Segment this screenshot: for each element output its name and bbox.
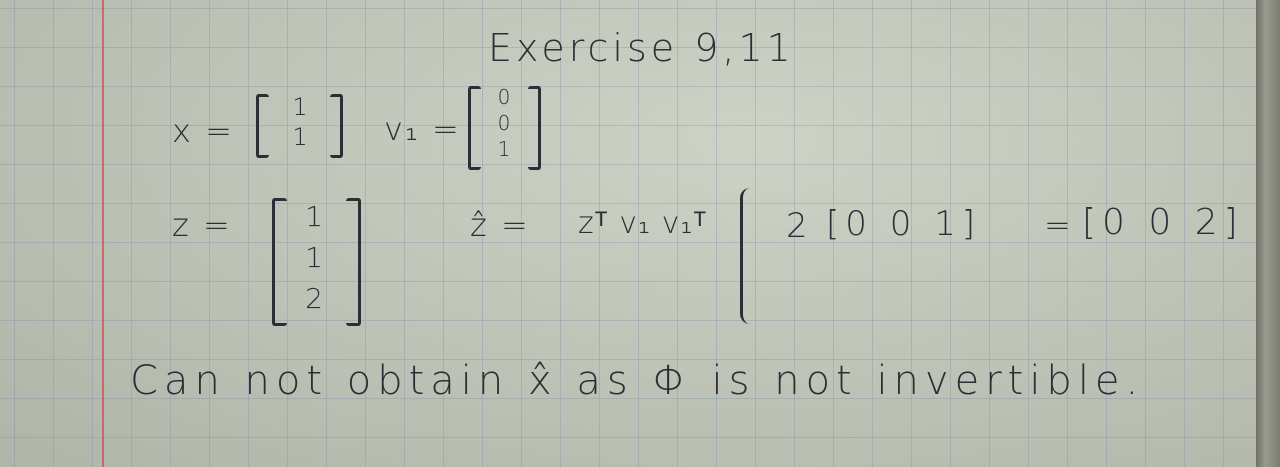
v1-vector-left-bracket [468,86,481,170]
margin-line [102,0,104,467]
z-vector [294,196,334,319]
x-vector-left-bracket [256,94,269,158]
projection-product: zᵀ v₁ v₁ᵀ [578,206,708,241]
v1-vector-right-bracket [528,86,541,170]
v1-vector-entry: 0 [497,85,511,109]
x-vector-entry: 1 [292,93,308,121]
x-vector-right-bracket [330,94,343,158]
v1-vector [486,84,522,162]
v1-label: v₁ = [384,110,461,148]
page-edge [1256,0,1280,467]
zhat-label: ẑ = [470,206,530,244]
z-label: z = [172,206,232,244]
z-vector-entry: 2 [305,282,323,315]
exercise-title: Exercise 9,11 [488,26,795,70]
scalar-value: 2 [786,206,810,246]
v1-vector-entry: 0 [497,111,511,135]
z-vector-left-bracket [272,198,287,326]
basis-row-vector: [0 0 1] [826,204,982,244]
x-vector [280,92,320,152]
z-vector-right-bracket [346,198,361,326]
equals-sign: = [1044,206,1073,244]
z-vector-entry: 1 [305,241,323,274]
x-vector-entry: 1 [292,123,308,151]
curly-brace [740,188,757,324]
z-vector-entry: 1 [305,200,323,233]
conclusion-note: Can not obtain x̂ as Φ is not invertible. [130,358,1145,404]
result-row-vector: [0 0 2] [1082,202,1244,243]
x-label: x = [172,112,234,150]
v1-vector-entry: 1 [497,137,511,161]
